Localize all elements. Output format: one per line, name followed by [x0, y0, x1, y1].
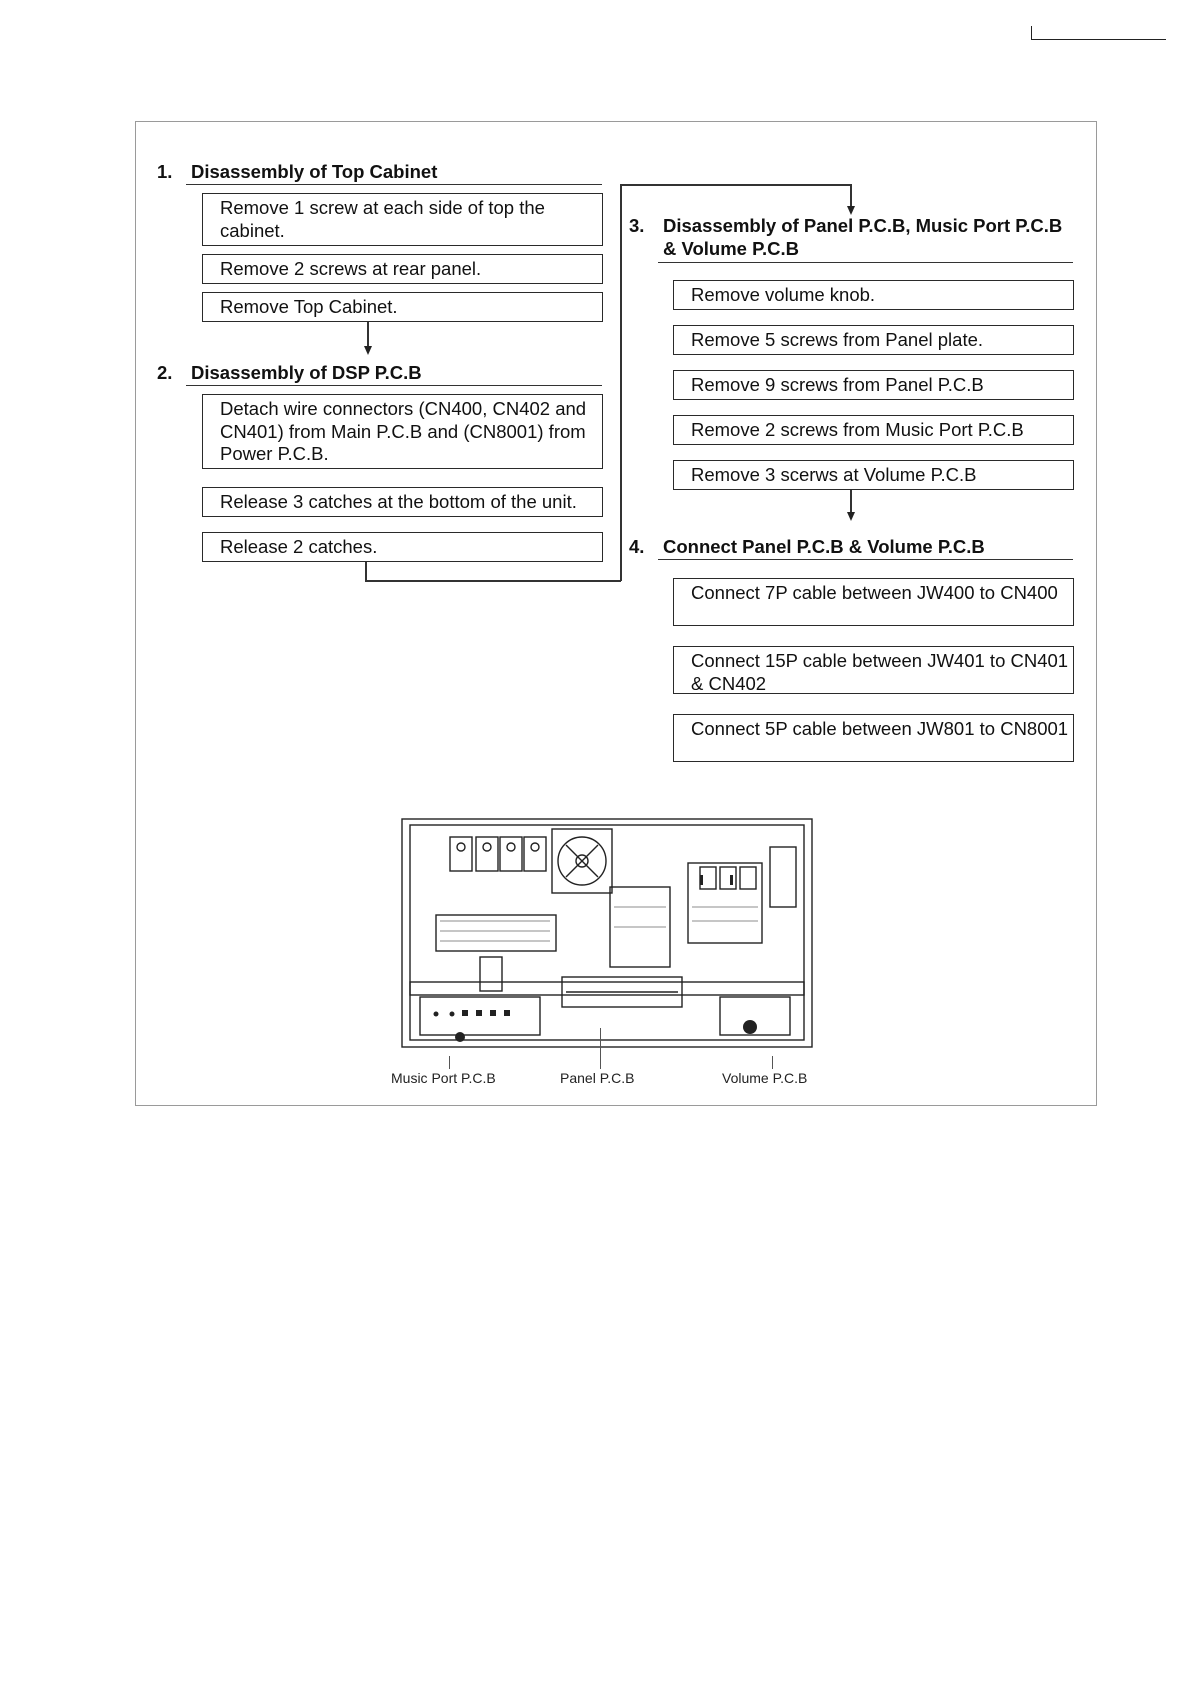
connector-2-to-3-up [620, 184, 622, 581]
step-4-3: Connect 5P cable between JW801 to CN8001 [673, 714, 1074, 762]
arrow-3-to-4-head [847, 512, 855, 521]
step-4-1: Connect 7P cable between JW400 to CN400 [673, 578, 1074, 626]
section-2-number: 2. [157, 362, 173, 383]
step-2-3: Release 2 catches. [202, 532, 603, 562]
panel-leader [600, 1028, 601, 1069]
section-4-underline [658, 559, 1073, 560]
panel-pcb-label: Panel P.C.B [560, 1070, 635, 1086]
section-4-title: Connect Panel P.C.B & Volume P.C.B [663, 536, 985, 557]
step-1-1: Remove 1 screw at each side of top the cabinet. [202, 193, 603, 246]
step-2-2: Release 3 catches at the bottom of the unit. [202, 487, 603, 517]
volume-pcb-label: Volume P.C.B [722, 1070, 808, 1086]
section-3-title: Disassembly of Panel P.C.B, Music Port P.C.B & Volume P.C.B [663, 215, 1063, 259]
arrow-1-to-2-head [364, 346, 372, 355]
arrow-3-to-4-line [850, 490, 852, 514]
section-3-heading [629, 214, 1079, 262]
connector-2-to-3-bottom [365, 580, 621, 582]
section-1-number: 1. [157, 161, 173, 182]
step-3-4: Remove 2 screws from Music Port P.C.B [673, 415, 1074, 445]
step-1-2: Remove 2 screws at rear panel. [202, 254, 603, 284]
section-4-heading [629, 535, 1079, 559]
connector-2-to-3-top [620, 184, 851, 186]
section-1-underline [186, 184, 602, 185]
step-3-3: Remove 9 screws from Panel P.C.B [673, 370, 1074, 400]
unit-pcb-illustration [400, 817, 814, 1049]
step-3-1: Remove volume knob. [673, 280, 1074, 310]
arrow-1-to-2-line [367, 322, 369, 348]
section-4-number: 4. [629, 536, 645, 557]
connector-2-to-3-down [365, 562, 367, 581]
section-2-title: Disassembly of DSP P.C.B [191, 362, 422, 383]
connector-2-to-3-drop [850, 184, 852, 206]
section-2-heading [157, 361, 607, 385]
section-3-underline [658, 262, 1073, 263]
music-port-leader [449, 1056, 450, 1069]
section-1-heading [157, 160, 607, 184]
step-1-3: Remove Top Cabinet. [202, 292, 603, 322]
step-4-2: Connect 15P cable between JW401 to CN401 & CN402 [673, 646, 1074, 694]
step-2-1: Detach wire connectors (CN400, CN402 and CN401) from Main P.C.B and (CN8001) from Power P.C.B. [202, 394, 603, 469]
volume-leader [772, 1056, 773, 1069]
corner-mark-horizontal [1031, 39, 1166, 40]
step-3-2: Remove 5 screws from Panel plate. [673, 325, 1074, 355]
section-3-number: 3. [629, 215, 645, 236]
section-2-underline [186, 385, 602, 386]
step-3-5: Remove 3 scerws at Volume P.C.B [673, 460, 1074, 490]
music-port-pcb-label: Music Port P.C.B [391, 1070, 496, 1086]
corner-mark-vertical [1031, 26, 1032, 39]
section-1-title: Disassembly of Top Cabinet [191, 161, 438, 182]
